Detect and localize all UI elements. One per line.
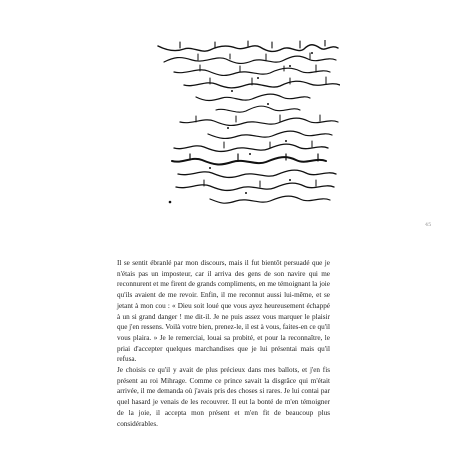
body-text — [117, 258, 330, 429]
paragraph-1: Il se sentit ébranlé par mon discours, mais il fut bientôt persuadé que je n'étais pas un imposteur, car il arriva des gens de son navire qui me reconnurent et me firent de grands compliments, en me témoignant la joie qu'ils avaient de me revoir. Enfin, il me reconnut aussi lui-même, et se jetant à mon cou : « Dieu soit loué que vous ayez heureusement échappé à un si grand danger ! me dit-il. Je ne puis assez vous marquer le plaisir que j'en ressens. Voilà votre bien, prenez-le, il est à vous, faites-en ce qu'il vous plaira. » Je le remerciai, louai sa probité, et pour la reconnaître, le priai d'accepter quelques marchandises que je lui présentai mais qu'il refusa. — [117, 259, 330, 364]
paragraph-2: Je choisis ce qu'il y avait de plus précieux dans mes ballots, et j'en fis présent au roi Mihrage. Comme ce prince savait la disgrâce qui m'était arrivée, il me demanda où j'avais pris des choses si rares. Je lui contai par quel hasard je venais de les recouvrer. Il eut la bonté de m'en témoigner de la joie, il accepta mon présent et m'en fit de beaucoup plus considérables. — [117, 366, 330, 428]
page-number: 45 — [425, 222, 432, 228]
arabic-manuscript-image — [140, 40, 340, 205]
